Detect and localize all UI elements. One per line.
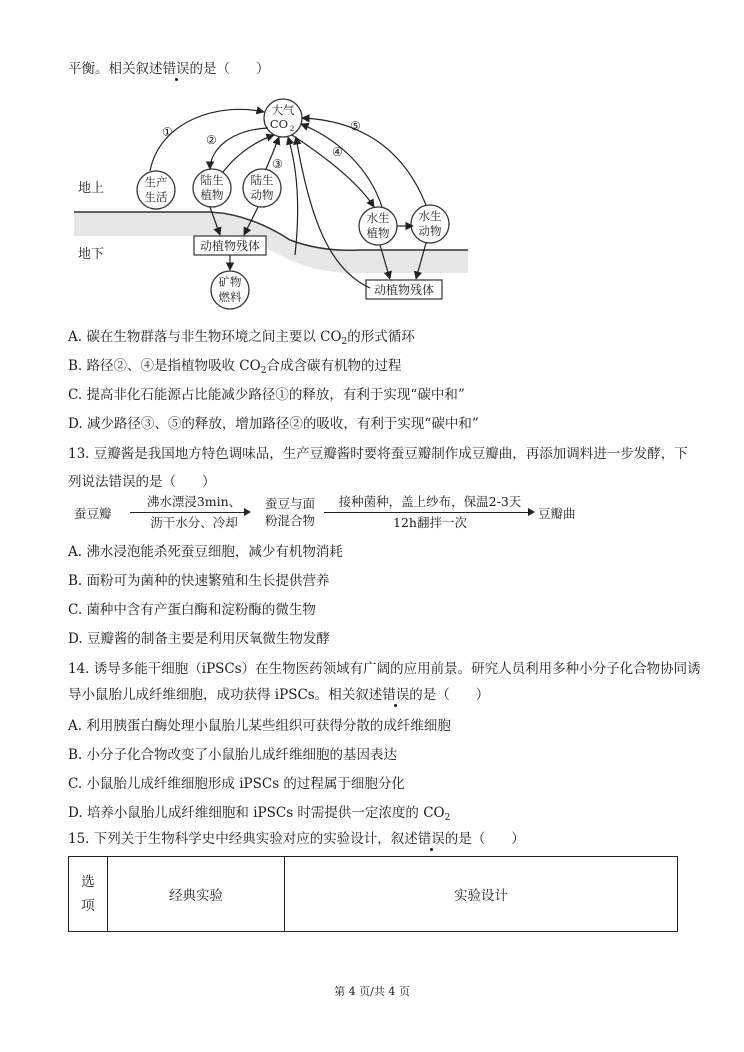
flow-mid-top: 蚕豆与面 [264, 496, 315, 511]
q13-process-flow [68, 494, 598, 534]
svg-text:矿物: 矿物 [218, 275, 242, 289]
header-classic-experiment: 经典实验 [108, 857, 285, 932]
q14-option-d: D. 培养小鼠胎儿成纤维细胞和 iPSCs 时需提供一定浓度的 $CO_2$ [68, 805, 451, 823]
table-header-row [69, 857, 678, 932]
flow-step1-top: 沸水漂浸3min、 [146, 494, 242, 509]
page-footer: 第 4 页/共 4 页 [334, 985, 410, 998]
q12-option-a: A. 碳在生物群落与非生物环境之间主要以 $CO_2$的形式循环 [68, 329, 415, 347]
header-option: 选 项 [69, 857, 108, 932]
q15-stem: 15. 下列关于生物科学史中经典实验对应的实验设计，叙述错误的是（ ） [68, 831, 525, 847]
q13-stem-line2: 列说法错误的是（ ） [68, 474, 216, 490]
q15-table [68, 856, 678, 932]
svg-text:2: 2 [289, 124, 295, 133]
svg-text:动物: 动物 [250, 188, 274, 202]
q13-option-a: A. 沸水浸泡能杀死蚕豆细胞，减少有机物消耗 [68, 544, 343, 560]
path-label-1: ① [162, 125, 173, 139]
q13-option-c: C. 菌种中含有产蛋白酶和淀粉酶的微生物 [68, 602, 316, 618]
q14-stem-line1: 14. 诱导多能干细胞（iPSCs）在生物医药领域有广阔的应用前景。研究人员利用多种小分子化合物协同诱 [68, 661, 701, 677]
path-label-4: ④ [332, 145, 343, 159]
path-label-3: ③ [272, 157, 283, 171]
flow-start: 蚕豆瓣 [74, 506, 112, 521]
q13-option-d: D. 豆瓣酱的制备主要是利用厌氧微生物发酵 [68, 631, 330, 647]
land-plant-respiration-arrow [223, 135, 274, 172]
svg-text:动物: 动物 [418, 224, 442, 238]
svg-text:燃料: 燃料 [218, 290, 242, 304]
flow-arrow-1 [130, 512, 248, 513]
q12-option-b: B. 路径②、④是指植物吸收 $CO_2$合成含碳有机物的过程 [68, 358, 402, 376]
svg-text:陆生: 陆生 [250, 173, 274, 187]
q14-stem-line2: 导小鼠胎儿成纤维细胞，成功获得 iPSCs。相关叙述错误的是（ ） [68, 687, 490, 703]
q12-option-d: D. 减少路径③、⑤的释放，增加路径②的吸收，有利于实现“碳中和” [68, 416, 479, 432]
svg-text:动植物残体: 动植物残体 [199, 239, 261, 253]
flow-step2-top: 接种菌种，盖上纱布，保温2-3天 [338, 494, 522, 509]
flow-arrow-2 [324, 512, 532, 513]
svg-text:大气: 大气 [271, 103, 295, 117]
svg-text:生活: 生活 [144, 190, 168, 204]
path-2-arrow [210, 128, 268, 169]
svg-text:生产: 生产 [144, 175, 168, 189]
label-above-ground: 地上 [78, 181, 105, 196]
path-label-5: ⑤ [350, 119, 361, 133]
svg-text:水生: 水生 [418, 209, 442, 223]
question-12-stem-end: 平衡。相关叙述错误的是（ ） [68, 61, 270, 77]
flow-step1-bottom: 沥干水分、冷却 [150, 515, 238, 530]
ground-band [74, 212, 468, 273]
q14-option-c: C. 小鼠胎儿成纤维细胞形成 iPSCs 的过程属于细胞分化 [68, 776, 405, 792]
q14-option-a: A. 利用胰蛋白酶处理小鼠胎儿某些组织可获得分散的成纤维细胞 [68, 718, 451, 734]
emphasized-word: 错误 [162, 61, 190, 77]
svg-text:CO: CO [269, 117, 289, 131]
residue-decomposition-arrow [288, 137, 298, 255]
header-experiment-design: 实验设计 [285, 857, 678, 932]
q12-option-c: C. 提高非化石能源占比能减少路径①的释放，有利于实现“碳中和” [68, 387, 465, 403]
path-5-arrow [302, 118, 426, 205]
svg-text:水生: 水生 [366, 211, 390, 225]
carbon-cycle-diagram [60, 90, 480, 315]
path-label-2: ② [206, 133, 217, 147]
q13-option-b: B. 面粉可为菌种的快速繁殖和生长提供营养 [68, 573, 330, 589]
q13-stem-line1: 13. 豆瓣酱是我国地方特色调味品，生产豆瓣酱时要将蚕豆瓣制作成豆瓣曲，再添加调料进一步发酵，下 [68, 446, 688, 462]
label-below-ground: 地下 [78, 247, 105, 262]
flow-end: 豆瓣曲 [538, 506, 576, 521]
svg-text:陆生: 陆生 [200, 173, 224, 187]
svg-text:植物: 植物 [366, 226, 390, 240]
svg-text:植物: 植物 [200, 188, 224, 202]
q14-option-b: B. 小分子化合物改变了小鼠胎儿成纤维细胞的基因表达 [68, 747, 398, 763]
flow-mid-bottom: 粉混合物 [264, 513, 315, 528]
flow-step2-bottom: 12h翻拌一次 [393, 515, 467, 530]
svg-text:动植物残体: 动植物残体 [373, 283, 435, 297]
